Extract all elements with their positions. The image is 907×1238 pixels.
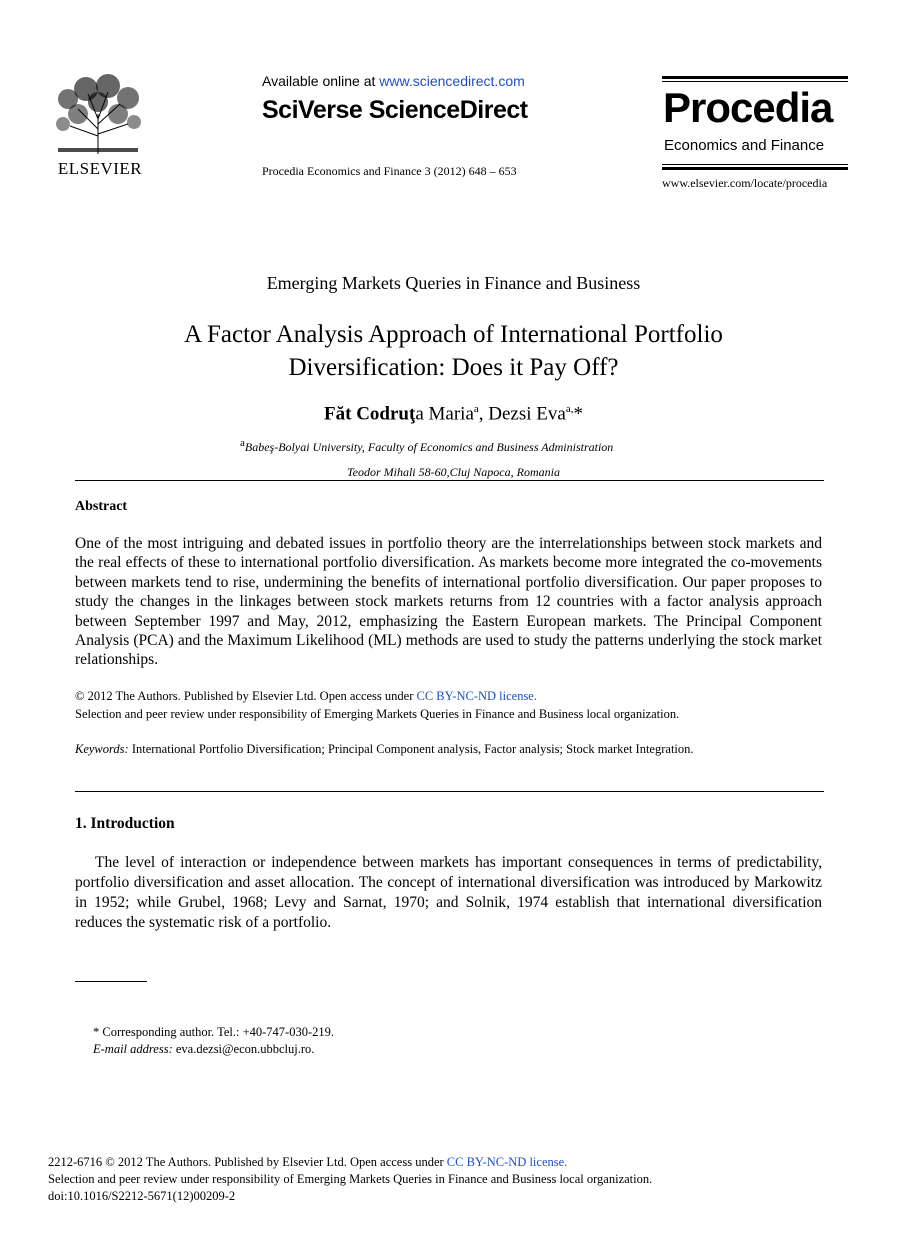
divider	[662, 167, 848, 170]
publisher-name: ELSEVIER	[57, 159, 143, 178]
author-1-bold: Făt Codruţ	[324, 403, 416, 425]
corresponding-star: *	[573, 403, 583, 425]
peer-review-note: Selection and peer review under responsibility of Emerging Markets Queries in Finance and Business local organization.	[75, 707, 680, 721]
journal-title: Procedia	[663, 84, 833, 131]
affiliation-text: Babeş-Bolyai University, Faculty of Economics and Business Administration	[244, 440, 614, 454]
affiliation-line-1	[240, 437, 613, 455]
divider	[662, 164, 848, 165]
email-label: E-mail address:	[93, 1042, 173, 1056]
available-online	[262, 73, 525, 89]
copyright-text: © 2012 The Authors. Published by Elsevier Ltd. Open access under	[75, 689, 417, 703]
divider	[662, 81, 848, 82]
footer-peer-review: Selection and peer review under responsibility of Emerging Markets Queries in Finance and Business local organization.	[48, 1172, 653, 1186]
conference-name: Emerging Markets Queries in Finance and Business	[266, 273, 641, 293]
journal-citation: Procedia Economics and Finance 3 (2012) 648 – 653	[262, 164, 517, 178]
footer-license-link[interactable]: CC BY-NC-ND license.	[446, 1155, 568, 1169]
author-1-affil: a	[473, 403, 479, 415]
email-note	[93, 1042, 314, 1057]
footer-copyright-text: 2212-6716 © 2012 The Authors. Published by Elsevier Ltd. Open access under	[48, 1155, 447, 1169]
author-2-affil: a,	[565, 403, 574, 415]
license-link[interactable]: CC BY-NC-ND license.	[416, 689, 537, 703]
corresponding-author-note: * Corresponding author. Tel.: +40-747-030-219.	[93, 1025, 334, 1039]
author-2: , Dezsi Eva	[478, 403, 566, 425]
keywords-list: International Portfolio Diversification; Principal Component analysis, Factor analysis; Stock market Integration.	[128, 742, 694, 756]
divider	[75, 480, 824, 481]
title-line-1: A Factor Analysis Approach of International Portfolio	[184, 321, 723, 348]
footer-copyright	[48, 1155, 567, 1170]
author-list	[0, 403, 907, 425]
paper-title	[100, 318, 807, 384]
journal-subtitle: Economics and Finance	[664, 137, 825, 154]
footnote-divider	[75, 981, 147, 982]
sciencedirect-link[interactable]: www.sciencedirect.com	[379, 73, 525, 89]
keywords	[75, 742, 694, 757]
divider	[75, 791, 824, 792]
title-line-2: Diversification: Does it Pay Off?	[288, 354, 619, 381]
section-heading: 1. Introduction	[75, 815, 175, 832]
author-1-rest: a Maria	[415, 403, 474, 425]
affiliation-line-2: Teodor Mihali 58-60,Cluj Napoca, Romania	[347, 465, 560, 479]
email-address: eva.dezsi@econ.ubbcluj.ro.	[172, 1042, 315, 1056]
affiliation-marker: a	[240, 437, 245, 449]
platform-name: SciVerse ScienceDirect	[262, 96, 528, 124]
journal-url-link[interactable]: www.elsevier.com/locate/procedia	[662, 176, 828, 190]
available-prefix: Available online at	[262, 73, 380, 89]
copyright-line	[75, 689, 537, 704]
divider	[662, 76, 848, 79]
intro-paragraph: The level of interaction or independence between markets has important consequences in terms of predictability, portfolio diversification and asset allocation. The concept of international diversification was introduced by Markowitz in 1952; while Grubel, 1968; Levy and Sarnat, 1970; and Solnik, 1974 establish that international diversification reduces the systematic risk of a portfolio.	[75, 854, 822, 931]
footer-doi: doi:10.1016/S2212-5671(12)00209-2	[48, 1189, 236, 1203]
abstract-heading: Abstract	[75, 499, 128, 514]
keywords-label: Keywords:	[75, 742, 129, 756]
abstract-body: One of the most intriguing and debated issues in portfolio theory are the interrelationships between stock markets and the real effects of these to international portfolio diversification. As markets become more integrated the co-movements between markets tend to rise, undermining the benefits of international portfolio diversification. Our paper proposes to study the changes in the linkages between stock markets returns from 12 countries with a factor analysis approach between September 1997 and May, 2012, emphasizing the Eastern European markets. The Principal Component Analysis (PCA) and the Maximum Likelihood (ML) methods are used to study the patterns underlying the stock market relationships.	[75, 535, 822, 669]
